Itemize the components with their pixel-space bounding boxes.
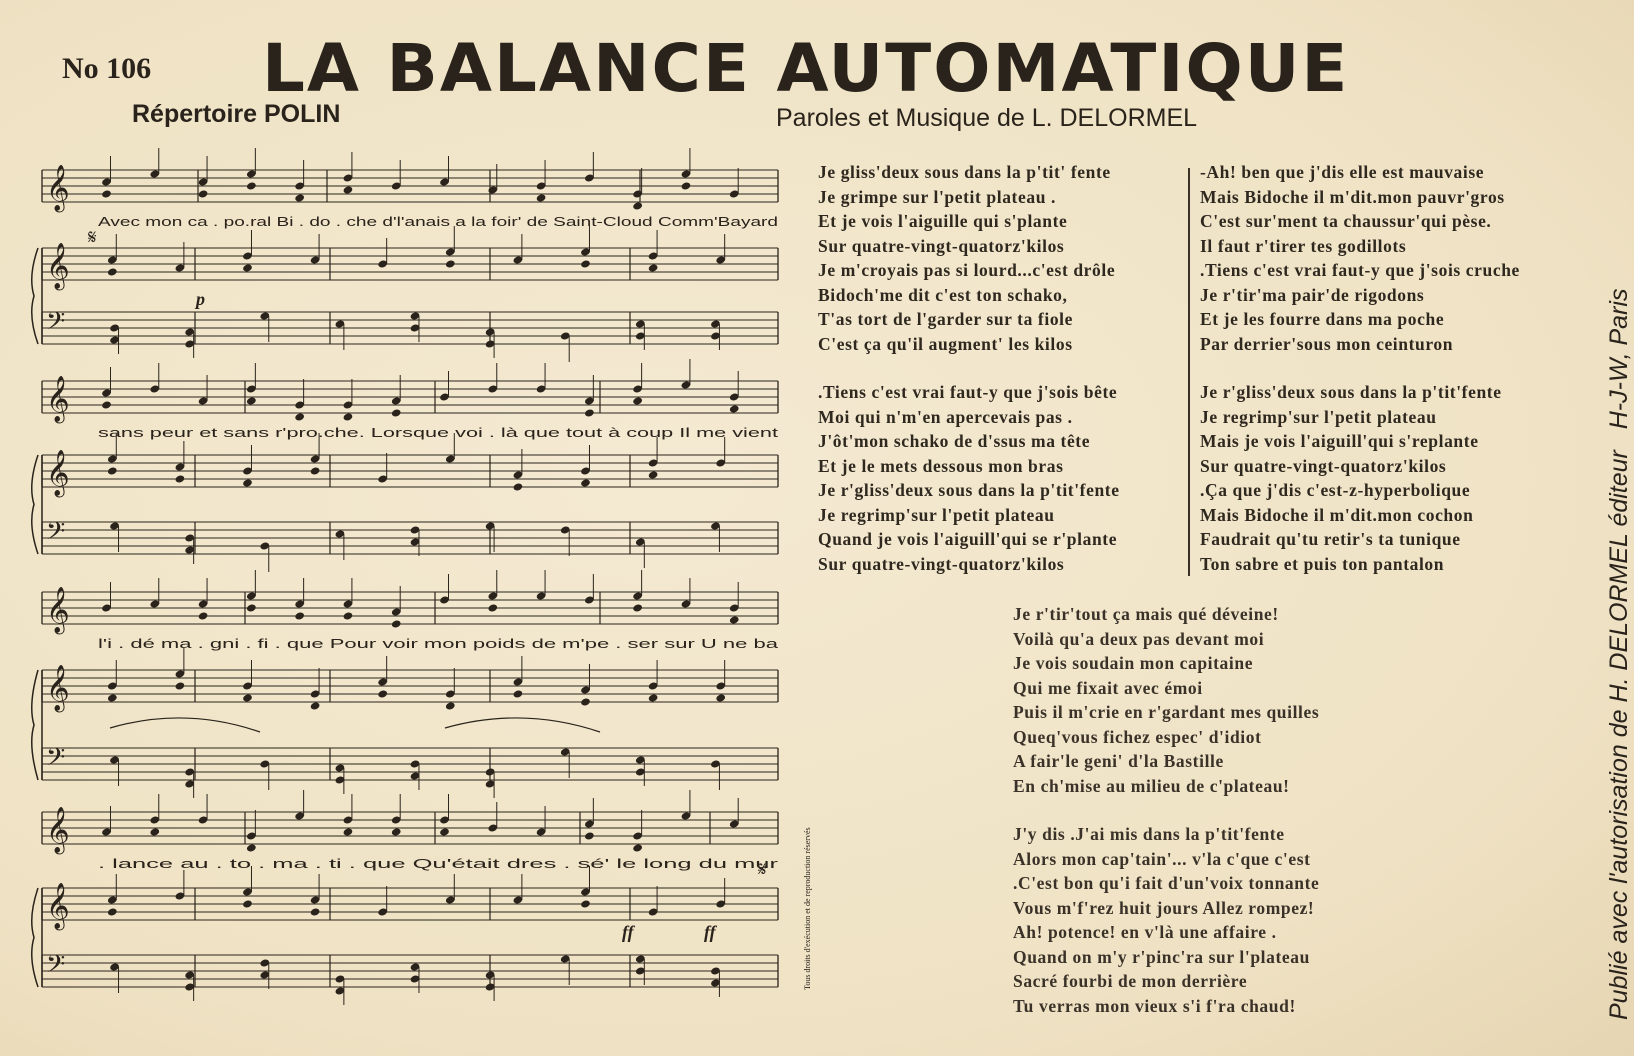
note-head — [391, 827, 402, 836]
verse-line: Queq'vous fichez espec' d'idiot — [1013, 726, 1262, 747]
verse-line: Je r'tir'ma pair'de rigodons — [1200, 284, 1425, 305]
note-head — [175, 474, 186, 483]
note-head — [632, 603, 643, 612]
verse-line: Qui me fixait avec émoi — [1013, 677, 1203, 698]
brace-icon — [32, 455, 38, 554]
verse-line: Ton sabre et puis ton pantalon — [1200, 553, 1445, 574]
bass-clef-icon: 𝄢 — [46, 307, 66, 342]
note-head — [584, 408, 595, 417]
verse-line: Bidoch'me dit c'est ton schako, — [818, 284, 1068, 305]
segno-icon: 𝄋 — [88, 225, 97, 249]
treble-clef-icon: 𝄞 — [46, 243, 70, 289]
verse-line: C'est sur'ment ta chaussur'qui pèse. — [1200, 211, 1492, 231]
note-head — [242, 899, 253, 908]
note-head — [343, 611, 354, 620]
note-head — [715, 693, 726, 702]
note-head — [101, 400, 112, 409]
verse-line: Je r'gliss'deux sous dans la p'tit'fente — [1200, 382, 1502, 402]
lyric-line: Avec mon ca . po.ral Bi . do . che d'l'anais a la foir' de Saint-Cloud Comm'Bayard — [98, 214, 778, 229]
column-divider — [1188, 168, 1190, 576]
verse-line: .Ça que j'dis c'est-z-hyperbolique — [1200, 480, 1471, 500]
sheet-music — [0, 0, 800, 1010]
note-head — [632, 843, 643, 852]
treble-clef-icon: 𝄞 — [46, 376, 70, 422]
note-head — [294, 412, 305, 421]
verse-column-3 — [1013, 602, 1319, 1018]
note-head — [198, 189, 209, 198]
publisher-name: H. DELORMEL éditeur — [1605, 450, 1633, 703]
verse-line: .C'est bon qu'i fait d'un'voix tonnante — [1013, 873, 1320, 893]
printer-name: H-J-W, Paris — [1605, 288, 1633, 430]
note-head — [584, 831, 595, 840]
note-head — [294, 193, 305, 202]
verse-line: Sur quatre-vingt-quatorz'kilos — [818, 235, 1065, 256]
stanza-gap — [1013, 798, 1319, 822]
verse-line: Je grimpe sur l'petit plateau . — [818, 186, 1056, 207]
note-head — [580, 697, 591, 706]
note-head — [445, 259, 456, 268]
note-head — [246, 843, 257, 852]
stanza-gap — [818, 356, 1120, 380]
note-head — [310, 701, 321, 710]
verse-line: Alors mon cap'tain'... v'la c'que c'est — [1013, 848, 1311, 869]
bass-clef-icon: 𝄢 — [46, 517, 66, 552]
verse-line: -Ah! ben que j'dis elle est mauvaise — [1200, 162, 1485, 182]
verse-line: Mais Bidoche il m'dit.mon pauvr'gros — [1200, 186, 1505, 207]
verse-line: Et je les fourre dans ma poche — [1200, 309, 1445, 329]
stanza-gap — [1200, 356, 1520, 380]
verse-line: Et je le mets dessous mon bras — [818, 455, 1064, 476]
note-head — [391, 619, 402, 628]
note-head — [632, 201, 643, 210]
rights-notice: Tous droits d'exécution et de reproduction réservés — [803, 827, 812, 990]
verse-line: .Tiens c'est vrai faut-y que j'sois bête — [818, 382, 1118, 402]
bass-clef-icon: 𝄢 — [46, 950, 66, 985]
note-head — [648, 263, 659, 272]
verse-line: T'as tort de l'garder sur ta fiole — [818, 309, 1074, 329]
note-head — [107, 907, 118, 916]
note-head — [242, 263, 253, 272]
lyric-line: . lance au . to . ma . ti . que Qu'était dres . sé' le long du mur — [98, 856, 780, 871]
verse-line: Sacré fourbi de mon derrière — [1013, 971, 1248, 991]
note-head — [101, 189, 112, 198]
note-head — [513, 482, 524, 491]
verse-line: Sur quatre-vingt-quatorz'kilos — [1200, 455, 1447, 476]
note-head — [729, 404, 740, 413]
note-head — [580, 259, 591, 268]
note-head — [294, 611, 305, 620]
verse-line: J'y dis .J'ai mis dans la p'tit'fente — [1013, 824, 1285, 844]
verse-line: C'est ça qu'il augment' les kilos — [818, 333, 1073, 354]
note-head — [246, 396, 257, 405]
verse-line: Moi qui n'm'en apercevais pas . — [818, 406, 1073, 427]
note-head — [246, 603, 257, 612]
slur — [110, 718, 260, 732]
note-head — [343, 827, 354, 836]
verse-line: Je regrimp'sur l'petit plateau — [818, 504, 1055, 525]
brace-icon — [32, 248, 38, 344]
verse-line: Voilà qu'a deux pas devant moi — [1013, 628, 1265, 649]
note-head — [310, 466, 321, 475]
verse-line: Sur quatre-vingt-quatorz'kilos — [818, 553, 1065, 574]
brace-icon — [32, 670, 38, 780]
note-head — [343, 185, 354, 194]
verse-line: Puis il m'crie en r'gardant mes quilles — [1013, 702, 1320, 722]
note-head — [242, 478, 253, 487]
treble-clef-icon: 𝄞 — [46, 883, 70, 929]
publisher-prefix: Publié avec l'autorisation de — [1605, 702, 1633, 1020]
verse-line: A fair'le geni' d'la Bastille — [1013, 751, 1224, 771]
note-head — [445, 701, 456, 710]
note-head — [648, 470, 659, 479]
note-head — [377, 689, 388, 698]
verse-line: Je vois soudain mon capitaine — [1013, 653, 1254, 673]
note-head — [580, 478, 591, 487]
song-number: No 106 — [62, 52, 152, 85]
note-head — [439, 827, 450, 836]
note-head — [580, 899, 591, 908]
treble-clef-icon: 𝄞 — [46, 165, 70, 211]
slur — [445, 718, 600, 732]
note-head — [242, 693, 253, 702]
note-head — [310, 907, 321, 916]
note-head — [513, 689, 524, 698]
note-head — [681, 181, 692, 190]
note-head — [198, 611, 209, 620]
verse-line: Et je vois l'aiguille qui s'plante — [818, 211, 1068, 231]
treble-clef-icon: 𝄞 — [46, 587, 70, 633]
treble-clef-icon: 𝄞 — [46, 450, 70, 496]
verse-line: Faudrait qu'tu retir's ta tunique — [1200, 529, 1461, 549]
verse-line: En ch'mise au milieu de c'plateau! — [1013, 775, 1290, 796]
brace-icon — [32, 888, 38, 987]
verse-line: Je regrimp'sur l'petit plateau — [1200, 406, 1437, 427]
note-head — [175, 681, 186, 690]
dynamic-fortissimo: ff — [622, 922, 634, 942]
note-head — [487, 603, 498, 612]
verse-line: Il faut r'tirer tes godillots — [1200, 235, 1407, 256]
bass-clef-icon: 𝄢 — [46, 743, 66, 778]
verse-line: Par derrier'sous mon ceinturon — [1200, 333, 1454, 354]
treble-clef-icon: 𝄞 — [46, 665, 70, 711]
lyric-line: sans peur et sans r'pro.che. Lorsque voi . là que tout à coup Il me vient — [98, 425, 779, 440]
note-head — [391, 408, 402, 417]
verse-line: Mais je vois l'aiguill'qui s'replante — [1200, 431, 1479, 451]
note-head — [648, 693, 659, 702]
verse-line: Quand je vois l'aiguill'qui se r'plante — [818, 529, 1118, 549]
verse-column-2 — [1200, 160, 1520, 576]
song-title: LA BALANCE AUTOMATIQUE — [262, 30, 1350, 107]
note-head — [107, 693, 118, 702]
dynamic-piano: p — [196, 289, 205, 309]
dynamic-fortissimo: ff — [704, 922, 716, 942]
verse-line: Je gliss'deux sous dans la p'tit' fente — [818, 162, 1111, 182]
repertoire-label: Répertoire POLIN — [132, 100, 341, 128]
verse-line: Je r'gliss'deux sous dans la p'tit'fente — [818, 480, 1120, 500]
publisher-line — [1605, 289, 1634, 1020]
note-head — [343, 412, 354, 421]
verse-line: J'ôt'mon schako de d'ssus ma tête — [818, 431, 1091, 451]
note-head — [107, 267, 118, 276]
verse-line: Tu verras mon vieux s'i f'ra chaud! — [1013, 995, 1296, 1016]
verse-column-1 — [818, 160, 1120, 576]
verse-line: Je r'tir'tout ça mais qué déveine! — [1013, 604, 1279, 624]
treble-clef-icon: 𝄞 — [46, 807, 70, 853]
verse-line: Quand on m'y r'pinc'ra sur l'plateau — [1013, 946, 1310, 967]
segno-icon: 𝄋 — [758, 857, 767, 881]
note-head — [729, 615, 740, 624]
credits-label: Paroles et Musique de L. DELORMEL — [776, 104, 1198, 132]
verse-line: Je m'croyais pas si lourd...c'est drôle — [818, 260, 1116, 280]
verse-line: .Tiens c'est vrai faut-y que j'sois cruche — [1200, 260, 1520, 280]
note-head — [149, 827, 160, 836]
note-head — [536, 193, 547, 202]
verse-line: Ah! potence! en v'là une affaire . — [1013, 922, 1277, 942]
note-head — [246, 181, 257, 190]
note-head — [107, 466, 118, 475]
note-head — [632, 396, 643, 405]
lyric-line: l'i . dé ma . gni . fi . que Pour voir mon poids de m'pe . ser sur U ne ba — [98, 636, 780, 651]
verse-line: Mais Bidoche il m'dit.mon cochon — [1200, 504, 1474, 525]
verse-line: Vous m'f'rez huit jours Allez rompez! — [1013, 897, 1315, 918]
